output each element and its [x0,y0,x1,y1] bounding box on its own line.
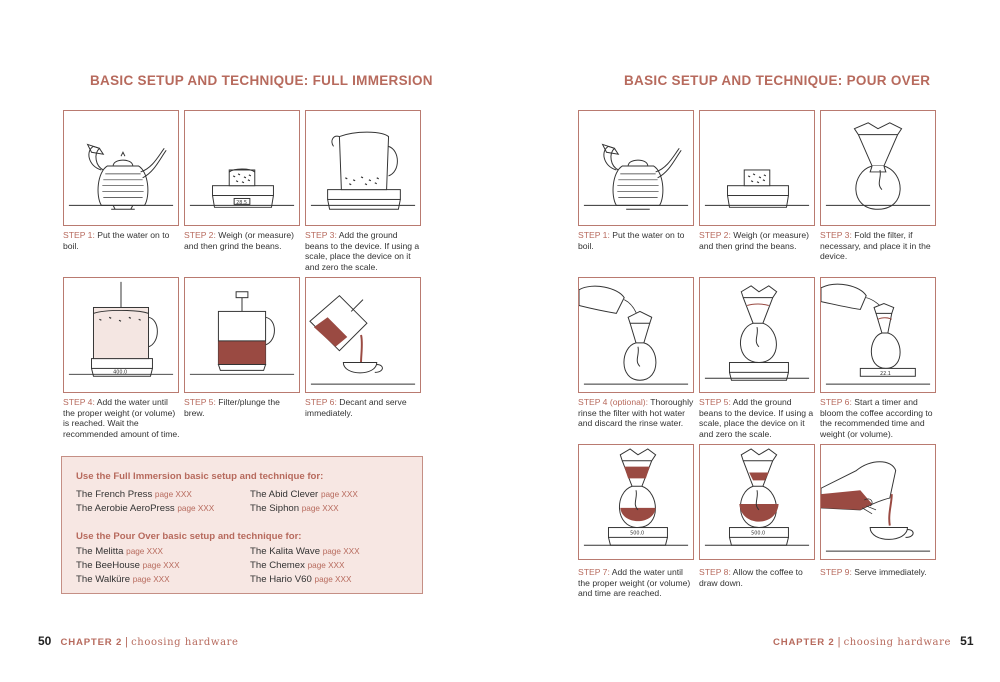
po-step-6-text: Start a timer and bloom the coffee according to the recommended time and weight (or volume). [820,397,933,439]
chapter-subtitle: choosing hardware [843,637,951,648]
right-page-title: BASIC SETUP AND TECHNIQUE: POUR OVER [624,73,931,88]
device-link-melitta[interactable]: The Melitta page XXX [76,546,164,557]
po-step-2-label: STEP 2: [699,230,731,240]
fi-step-6-text: Decant and serve immediately. [305,397,407,418]
press-water-illustration [63,277,179,393]
device-link-french-press[interactable]: The French Press page XXX [76,489,192,500]
fi-step-5-caption [184,397,302,418]
scale-readout: 28.5 [236,199,248,206]
chemex-brew-illustration [578,444,694,560]
fi-step-2-label: STEP 2: [184,230,216,240]
chemex-filter-illustration [820,110,936,226]
chemex-on-scale-illustration [699,277,815,393]
device-link-kalita-wave[interactable]: The Kalita Wave page XXX [250,546,360,557]
device-link-chemex[interactable]: The Chemex page XXX [250,560,345,571]
scale-readout: 400.0 [113,369,128,376]
scale-readout: 22.1 [879,370,891,377]
fi-step-4-caption [63,397,181,439]
scale-readout: 500.0 [630,530,645,537]
fi-step-4-text: Add the water until the proper weight (or volume) is reached. Wait the recommended amount of time. [63,397,180,439]
po-step-6-label: STEP 6: [820,397,852,407]
po-step-5-label: STEP 5: [699,397,731,407]
device-link-siphon[interactable]: The Siphon page XXX [250,503,339,514]
po-step-7-label: STEP 7: [578,567,610,577]
fi-heading: Use the Full Immersion basic setup and technique for: [76,471,324,482]
page-number-left: 50 [38,634,52,648]
po-step-2-caption [699,230,817,251]
po-step-7-text: Add the water until the proper weight (or volume) and time are reached. [578,567,691,599]
press-pour-cup-illustration [305,277,421,393]
po-step-5-text: Add the ground beans to the device. If using a scale, place the device on it and zero the scale. [699,397,814,439]
fi-step-1-label: STEP 1: [63,230,95,240]
left-page-title: BASIC SETUP AND TECHNIQUE: FULL IMMERSION [90,73,433,88]
po-step-7-caption [578,567,696,599]
po-heading: Use the Pour Over basic setup and technique for: [76,531,302,542]
right-footer [773,634,974,648]
fi-step-1-caption [63,230,181,251]
chapter-subtitle: choosing hardware [131,637,239,648]
kettle-illustration [578,110,694,226]
scale-beans-illustration [184,110,300,226]
rinse-filter-illustration [578,277,694,393]
page-number-right: 51 [960,634,974,648]
left-footer [38,634,239,648]
po-step-8-label: STEP 8: [699,567,731,577]
fi-step-6-caption [305,397,423,418]
fi-step-5-text: Filter/plunge the brew. [184,397,280,418]
fi-step-6-label: STEP 6: [305,397,337,407]
bloom-illustration [820,277,936,393]
fi-step-1-text: Put the water on to boil. [63,230,170,251]
po-step-4-text: Thoroughly rinse the filter with hot water and discard the rinse water. [578,397,694,429]
footer-separator: | [125,636,129,648]
device-link-aeropress[interactable]: The Aerobie AeroPress page XXX [76,503,215,514]
po-step-5-caption [699,397,817,439]
po-step-8-caption [699,567,817,588]
footer-separator: | [837,636,841,648]
serve-cup-illustration [820,444,936,560]
press-on-scale-illustration [305,110,421,226]
po-step-4-label: STEP 4 (optional): [578,397,649,407]
fi-step-3-text: Add the ground beans to the device. If using a scale, place the device on it and zero the scale. [305,230,420,272]
po-step-3-caption [820,230,938,262]
po-step-9-caption [820,567,938,578]
po-step-1-caption [578,230,696,251]
po-step-1-label: STEP 1: [578,230,610,240]
po-step-2-text: Weigh (or measure) and then grind the beans. [699,230,810,251]
kettle-illustration [63,110,179,226]
scale-beans-illustration [699,110,815,226]
device-link-abid-clever[interactable]: The Abid Clever page XXX [250,489,358,500]
fi-step-5-label: STEP 5: [184,397,216,407]
po-step-9-text: Serve immediately. [851,567,927,577]
device-link-beehouse[interactable]: The BeeHouse page XXX [76,560,180,571]
po-step-6-caption [820,397,938,439]
scale-readout: 500.0 [751,530,766,537]
po-step-9-label: STEP 9: [820,567,852,577]
chapter-label: CHAPTER 2 [773,637,835,648]
po-step-3-label: STEP 3: [820,230,852,240]
po-step-8-text: Allow the coffee to draw down. [699,567,803,588]
fi-step-3-caption [305,230,423,272]
fi-step-2-caption [184,230,302,251]
fi-step-2-text: Weigh (or measure) and then grind the beans. [184,230,295,251]
device-link-hario-v60[interactable]: The Hario V60 page XXX [250,574,352,585]
po-step-1-text: Put the water on to boil. [578,230,685,251]
fi-step-4-label: STEP 4: [63,397,95,407]
po-step-4-caption [578,397,696,429]
fi-step-3-label: STEP 3: [305,230,337,240]
chapter-label: CHAPTER 2 [60,637,123,648]
po-step-3-text: Fold the filter, if necessary, and place it in the device. [820,230,931,262]
press-plunge-illustration [184,277,300,393]
device-reference-box [61,456,423,594]
drawdown-illustration [699,444,815,560]
device-link-walkure[interactable]: The Walküre page XXX [76,574,170,585]
